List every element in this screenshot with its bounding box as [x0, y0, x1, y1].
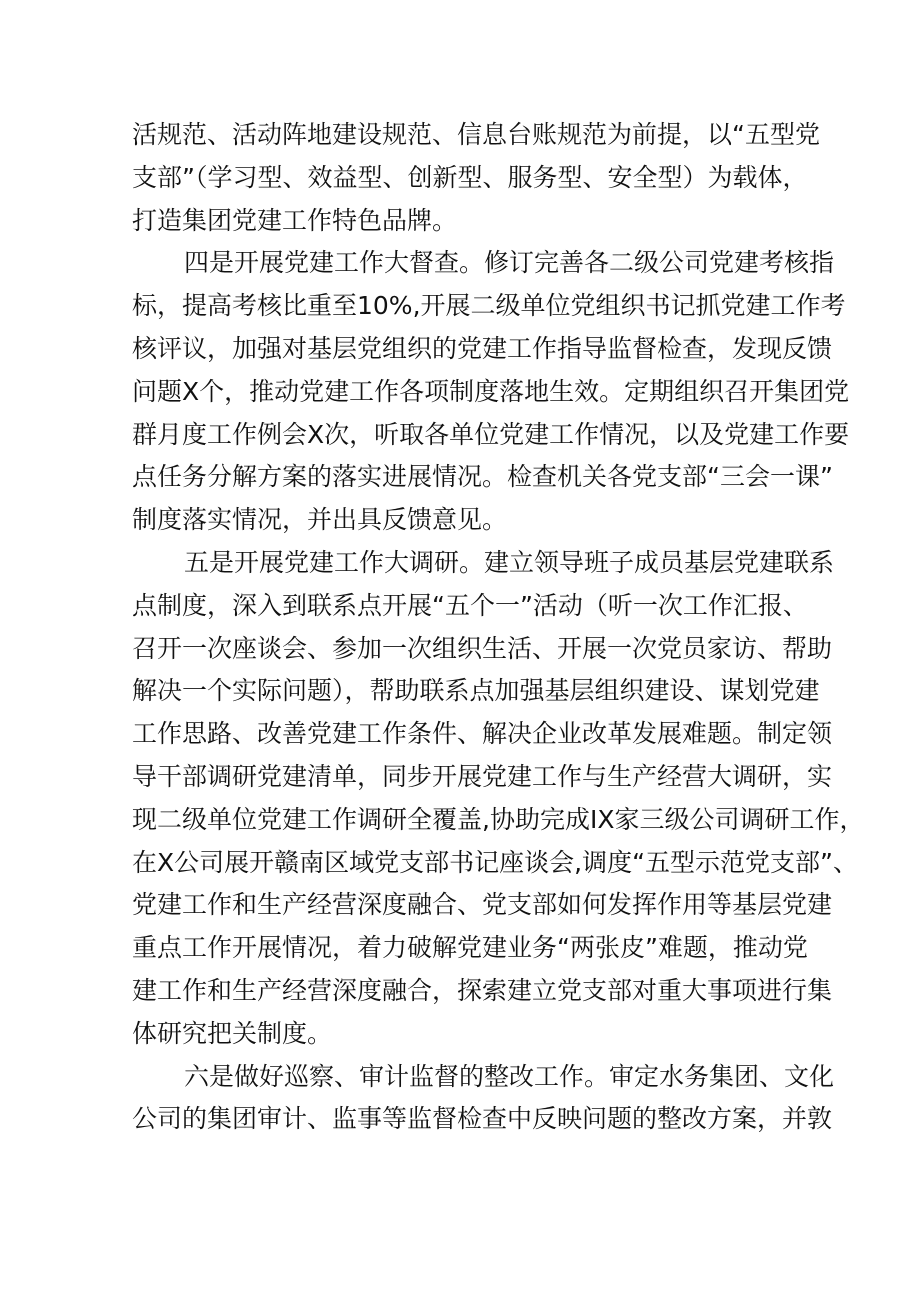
document-body [132, 114, 865, 1141]
text-line: 重点工作开展情况，着力破解党建业务“两张皮”难题，推动党 [132, 933, 808, 963]
text-line: 群月度工作例会X次，听取各单位党建工作情况，以及党建工作要 [132, 419, 850, 449]
paragraph-start-line: 五是开展党建工作大调研。建立领导班子成员基层党建联系 [184, 547, 835, 577]
text-line: 导干部调研党建清单，同步开展党建工作与生产经营大调研，实 [132, 761, 833, 791]
paragraph-start-line: 六是做好巡察、审计监督的整改工作。审定水务集团、文化 [184, 1061, 835, 1091]
text-line: 解决一个实际问题），帮助联系点加强基层组织建设、谋划党建 [132, 676, 820, 706]
text-line: 打造集团党建工作特色品牌。 [132, 205, 458, 235]
text-line: 点制度，深入到联系点开展“五个一”活动（听一次工作汇报、 [132, 590, 808, 620]
text-line: 党建工作和生产经营深度融合、党支部如何发挥作用等基层党建 [132, 890, 833, 920]
text-line: 建工作和生产经营深度融合，探索建立党支部对重大事项进行集 [132, 975, 833, 1005]
text-line: 支部”（学习型、效益型、创新型、服务型、安全型）为载体， [132, 162, 808, 192]
text-line: 核评议，加强对基层党组织的党建工作指导监督检查，发现反馈 [132, 333, 833, 363]
paragraph-start-line: 四是开展党建工作大督查。修订完善各二级公司党建考核指 [184, 248, 835, 278]
text-line: 现二级单位党建工作调研全覆盖,协助完成IX家三级公司调研工作， [132, 804, 865, 834]
text-line: 公司的集团审计、监事等监督检查中反映问题的整改方案，并敦 [132, 1104, 833, 1134]
text-line: 活规范、活动阵地建设规范、信息台账规范为前提，以“五型党 [132, 120, 820, 149]
text-line: 体研究把关制度。 [132, 1018, 333, 1048]
text-line: 在X公司展开赣南区域党支部书记座谈会,调度“五型示范党支部”、 [132, 847, 858, 877]
text-line: 工作思路、改善党建工作条件、解决企业改革发展难题。制定领 [132, 719, 833, 749]
text-line: 制度落实情况，并出具反馈意见。 [132, 505, 508, 535]
text-line: 点任务分解方案的落实进展情况。检查机关各党支部“三会一课” [132, 462, 833, 492]
text-line: 问题X个，推动党建工作各项制度落地生效。定期组织召开集团党 [132, 376, 850, 406]
text-line: 召开一次座谈会、参加一次组织生活、开展一次党员家访、帮助 [132, 633, 833, 663]
text-line: 标，提高考核比重至10%,开展二级单位党组织书记抓党建工作考 [132, 291, 846, 321]
